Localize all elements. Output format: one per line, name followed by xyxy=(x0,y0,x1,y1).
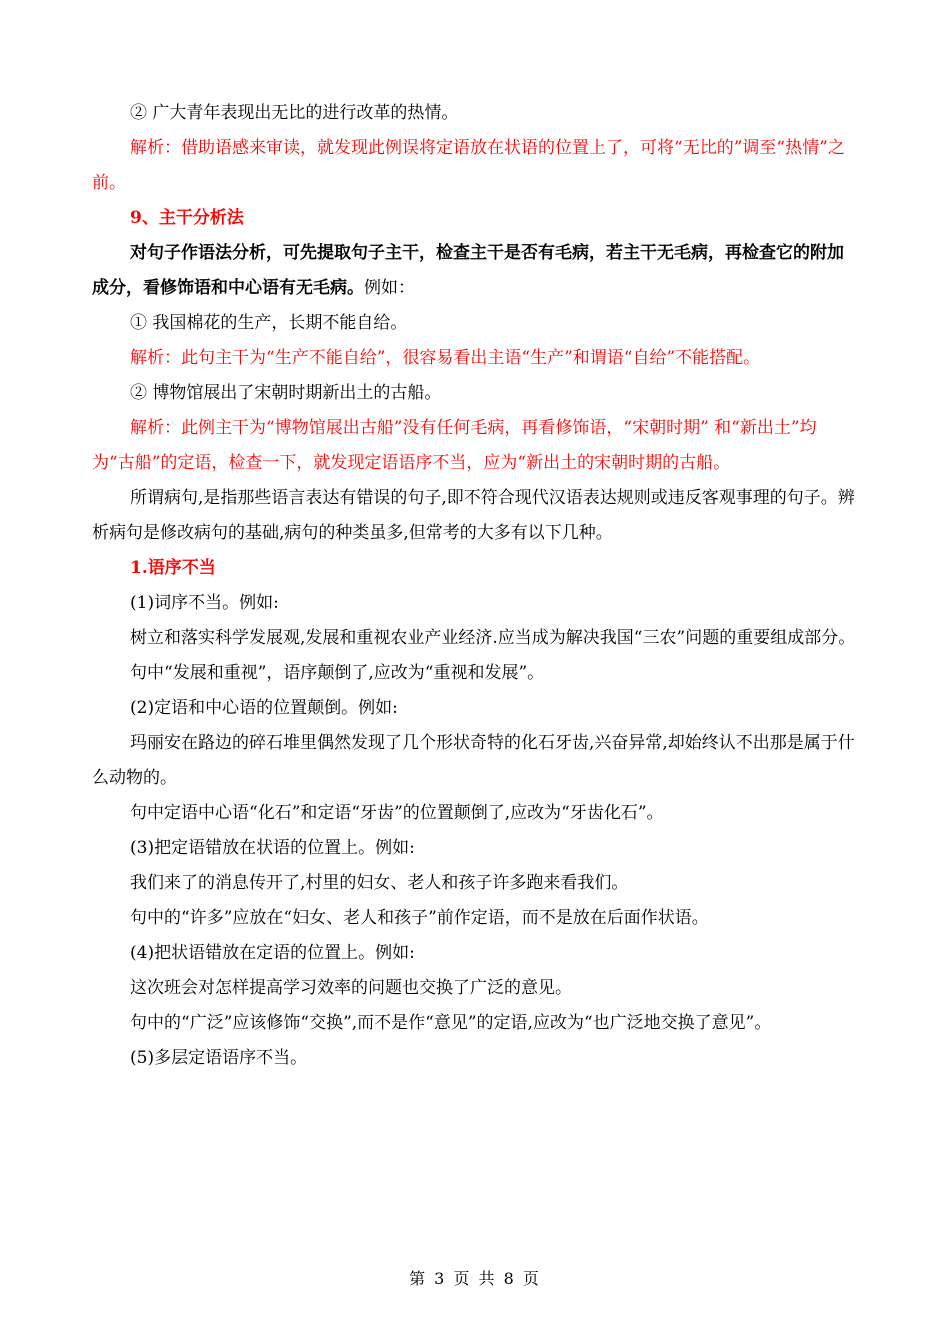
subsection-heading: (3)把定语错放在状语的位置上。例如: xyxy=(130,838,415,858)
example-sentence: ② 广大青年表现出无比的进行改革的热情。 xyxy=(130,103,459,123)
subsection-heading: (1)词序不当。例如: xyxy=(130,593,279,613)
explanation-paragraph: 句中的“广泛”应该修饰“交换”,而不是作“意见”的定语,应改为“也广泛地交换了意见”。 xyxy=(130,1013,772,1033)
example-sentence: 我们来了的消息传开了,村里的妇女、老人和孩子许多跑来看我们。 xyxy=(130,873,629,893)
example-sentence: 玛丽安在路边的碎石堆里偶然发现了几个形状奇特的化石牙齿,兴奋异常,却始终认不出那是属于什么动物的。 xyxy=(92,733,855,788)
method-description-bold: 对句子作语法分析，可先提取句子主干，检查主干是否有毛病，若主干无毛病，再检查它的附加成分，看修饰语和中心语有无毛病。 xyxy=(92,243,844,298)
subsection-heading: (2)定语和中心语的位置颠倒。例如: xyxy=(130,698,398,718)
analysis-paragraph: 解析：此句主干为“生产不能自给”，很容易看出主语“生产”和谓语“自给”不能搭配。 xyxy=(130,348,761,368)
analysis-paragraph: 解析：此例主干为“博物馆展出古船”没有任何毛病，再看修饰语，“宋朝时期” 和“新出土”均为“古船”的定语，检查一下，就发现定语语序不当，应为“新出土的宋朝时期的古船。 xyxy=(92,418,817,473)
explanation-paragraph: 句中定语中心语“化石”和定语“牙齿”的位置颠倒了,应改为“牙齿化石”。 xyxy=(130,803,664,823)
method-description-suffix: 例如： xyxy=(364,278,415,298)
document-body xyxy=(92,96,858,1076)
method-description xyxy=(92,236,858,306)
page-footer: 第 3 页 共 8 页 xyxy=(409,1269,541,1288)
explanation-paragraph: 句中的“许多”应放在“妇女、老人和孩子”前作定语，而不是放在后面作状语。 xyxy=(130,908,709,928)
example-sentence: 树立和落实科学发展观,发展和重视农业产业经济.应当成为解决我国“三农”问题的重要组成部分。 xyxy=(130,628,856,648)
explanation-paragraph: 句中“发展和重视”，语序颠倒了,应改为“重视和发展”。 xyxy=(130,663,545,683)
example-sentence: ② 博物馆展出了宋朝时期新出土的古船。 xyxy=(130,383,442,403)
example-sentence: ① 我国棉花的生产，长期不能自给。 xyxy=(130,313,408,333)
analysis-paragraph: 解析：借助语感来审读，就发现此例误将定语放在状语的位置上了，可将“无比的”调至“热情”之前。 xyxy=(92,138,845,193)
subsection-heading: (4)把状语错放在定语的位置上。例如: xyxy=(130,943,415,963)
section-heading: 9、主干分析法 xyxy=(130,208,244,228)
subsection-heading: (5)多层定语语序不当。 xyxy=(130,1048,308,1068)
example-sentence: 这次班会对怎样提高学习效率的问题也交换了广泛的意见。 xyxy=(130,978,572,998)
intro-paragraph: 所谓病句,是指那些语言表达有错误的句子,即不符合现代汉语表达规则或违反客观事理的句子。辨析病句是修改病句的基础,病句的种类虽多,但常考的大多有以下几种。 xyxy=(92,488,855,543)
section-heading: 1.语序不当 xyxy=(130,558,216,578)
